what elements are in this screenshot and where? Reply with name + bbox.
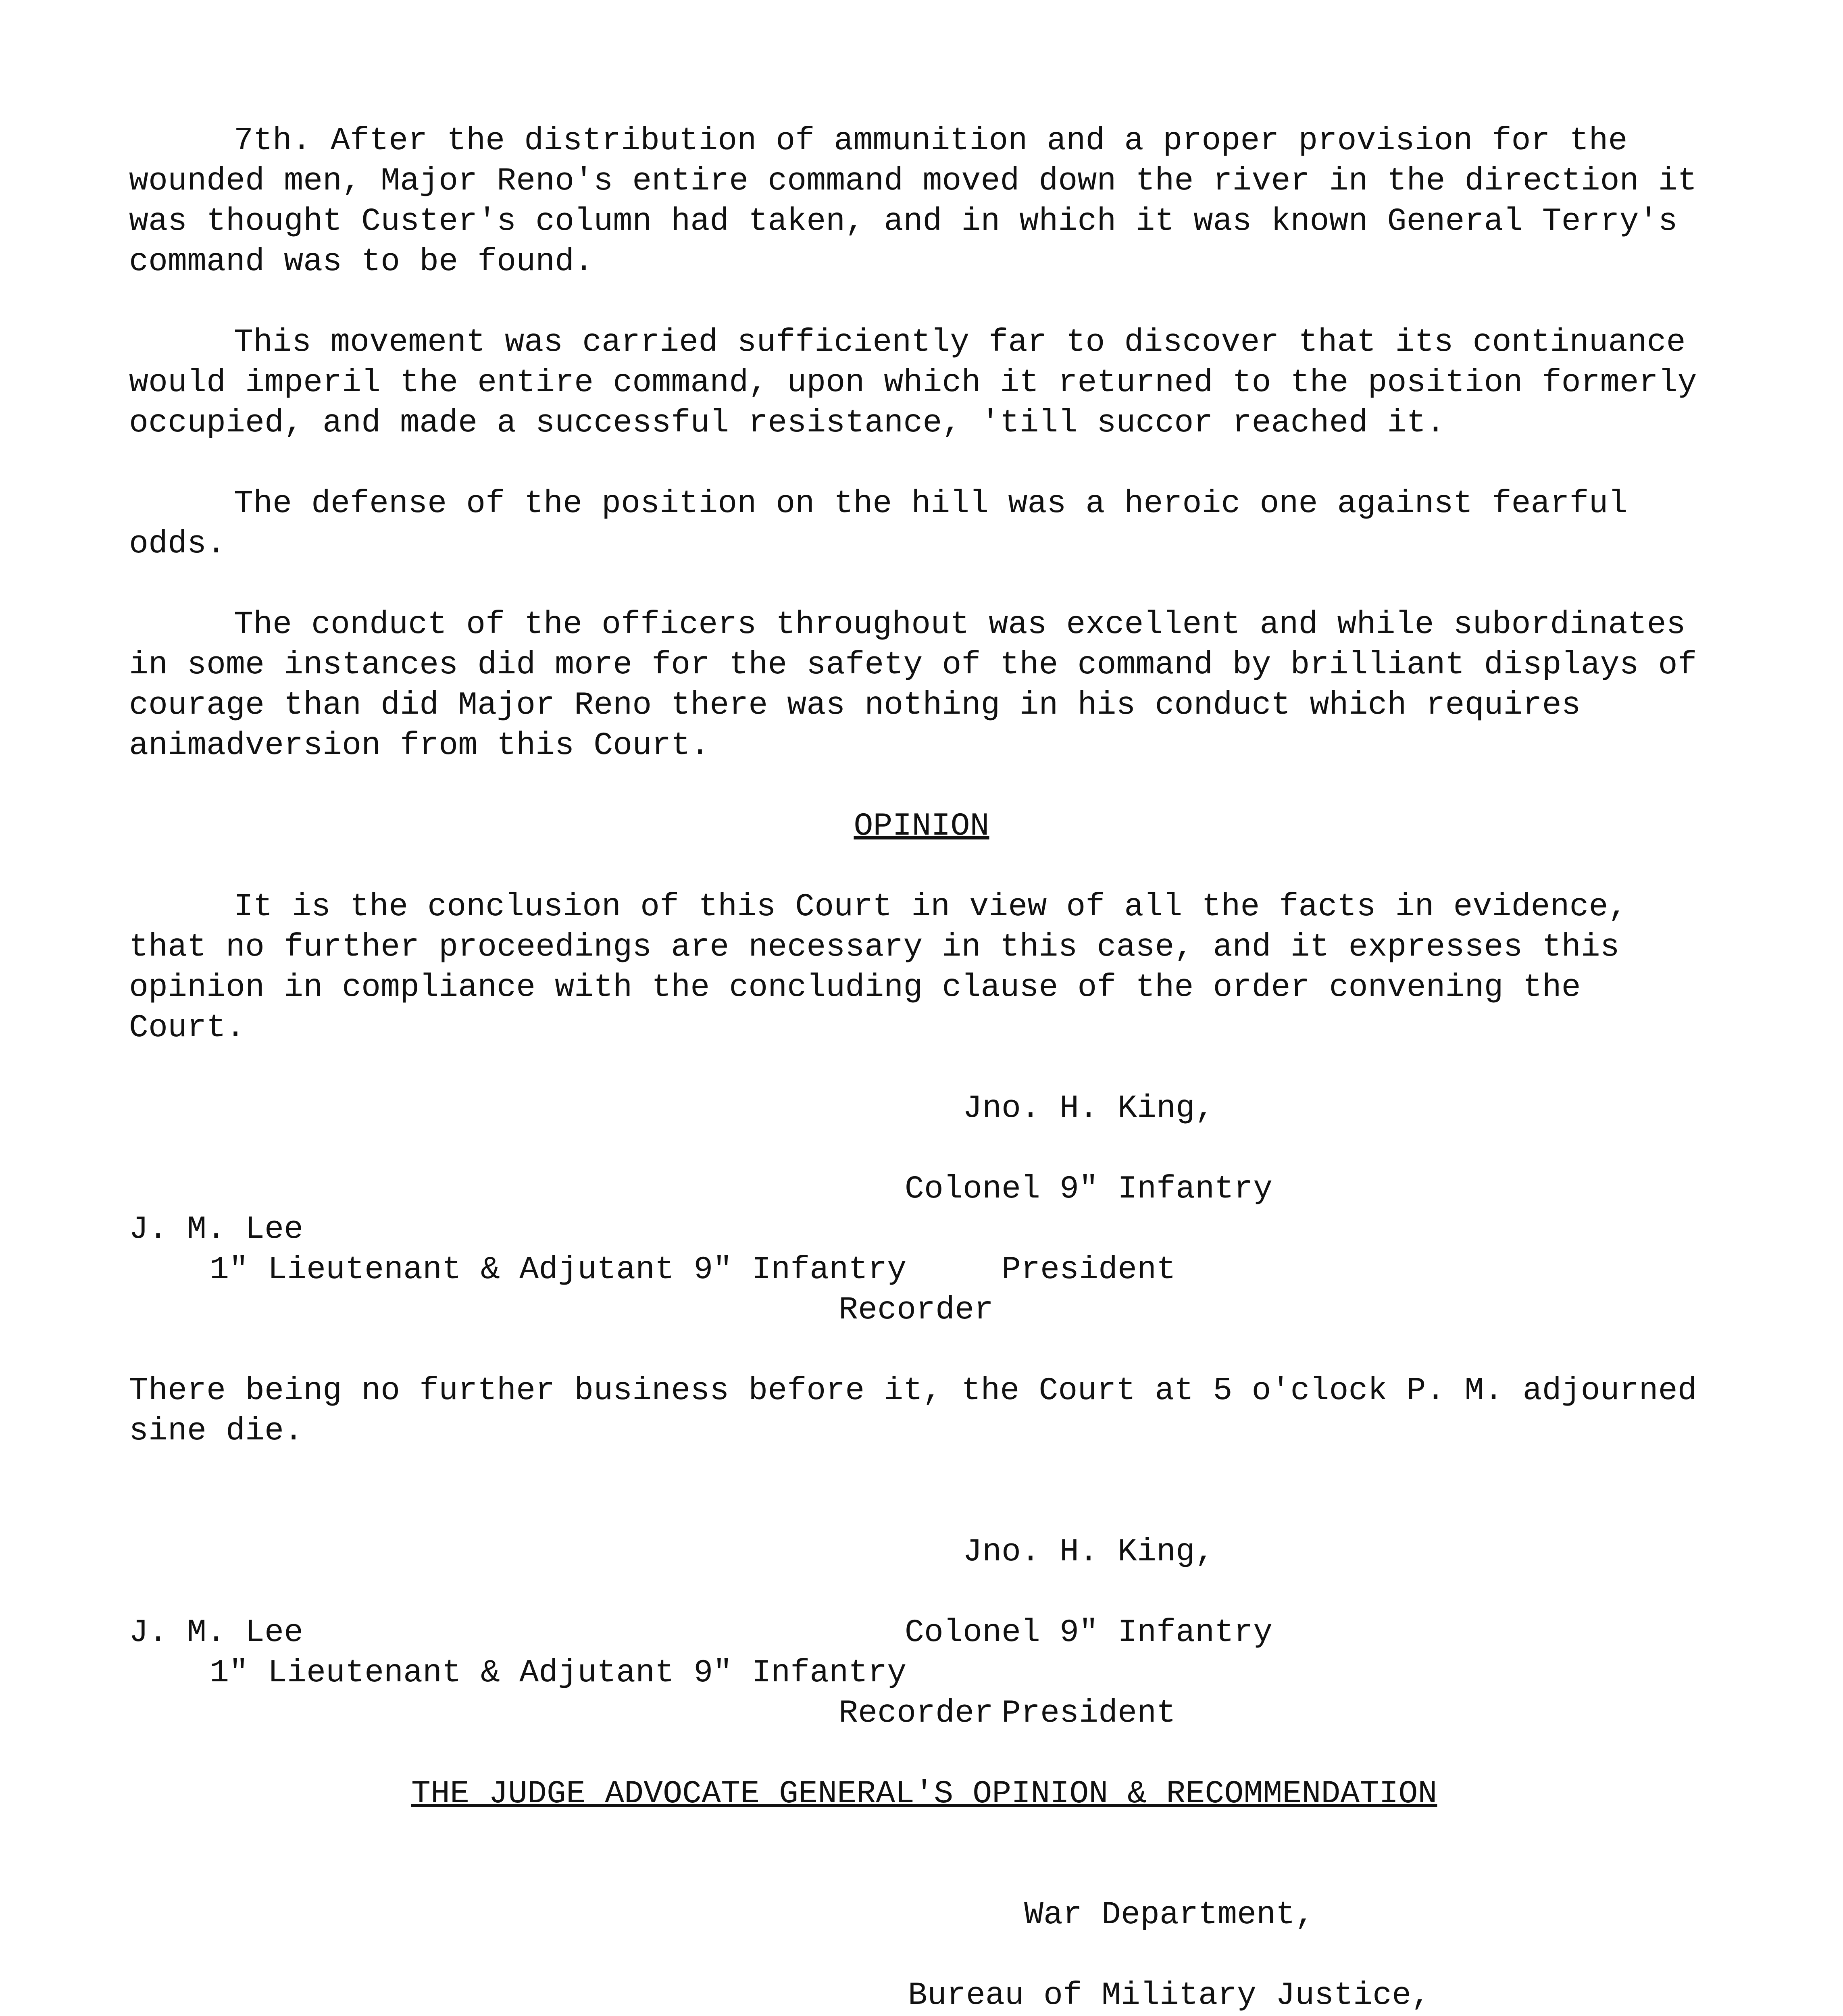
president-title: President	[1001, 1695, 1176, 1732]
recorder-title-1: Recorder	[839, 1292, 994, 1329]
paragraph-movement: This movement was carried sufficiently far to discover that its continuance would imperil the entire command, upon which it returned to the position formerly occupied, and made a successful resistance, 'till succor reached it.	[129, 324, 1697, 442]
recorder-rank-1: 1" Lieutenant & Adjutant 9" Infantry	[210, 1252, 907, 1288]
recorder-title-2: Recorder	[839, 1695, 994, 1732]
letterhead	[827, 1855, 1512, 2016]
letterhead-line-1: War Department,	[1024, 1897, 1315, 1933]
opinion-heading-text: OPINION	[854, 808, 989, 845]
paragraph-defense: The defense of the position on the hill was a heroic one against fearful odds.	[129, 485, 1628, 562]
paragraph-adjourn: There being no further business before it, the Court at 5 o'clock P. M. adjourned sine die.	[129, 1372, 1697, 1450]
president-title: President	[1001, 1252, 1176, 1288]
jag-heading	[411, 1774, 1500, 1814]
president-signature-1	[847, 1048, 1331, 1331]
paragraph-seventh: 7th. After the distribution of ammunition and a proper provision for the wounded men, Major Reno's entire command moved down the river in the direction it was thought Custer's column had taken, and in which it was known General Terry's command was to be found.	[129, 123, 1697, 280]
president-rank: Colonel 9" Infantry	[904, 1614, 1273, 1651]
president-name: Jno. H. King,	[962, 1534, 1215, 1570]
opinion-heading	[0, 806, 1843, 847]
president-rank: Colonel 9" Infantry	[904, 1171, 1273, 1208]
paragraph-opinion: It is the conclusion of this Court in view of all the facts in evidence, that no further proceedings are necessary in this case, and it expresses this opinion in compliance with the concluding clause of the order convening the Court.	[129, 889, 1628, 1046]
president-name: Jno. H. King,	[962, 1090, 1215, 1127]
jag-heading-text: THE JUDGE ADVOCATE GENERAL'S OPINION & RECOMMENDATION	[411, 1776, 1437, 1812]
letterhead-line-2: Bureau of Military Justice,	[908, 1977, 1431, 2014]
paragraph-conduct: The conduct of the officers throughout was excellent and while subordinates in some instances did more for the safety of the command by brilliant displays of courage than did Major Reno there was nothing in his conduct which requires animadversion from this Court.	[129, 606, 1697, 764]
recorder-name-2: J. M. Lee	[129, 1614, 304, 1651]
recorder-name-1: J. M. Lee	[129, 1211, 304, 1248]
recorder-rank-2: 1" Lieutenant & Adjutant 9" Infantry	[210, 1655, 907, 1691]
